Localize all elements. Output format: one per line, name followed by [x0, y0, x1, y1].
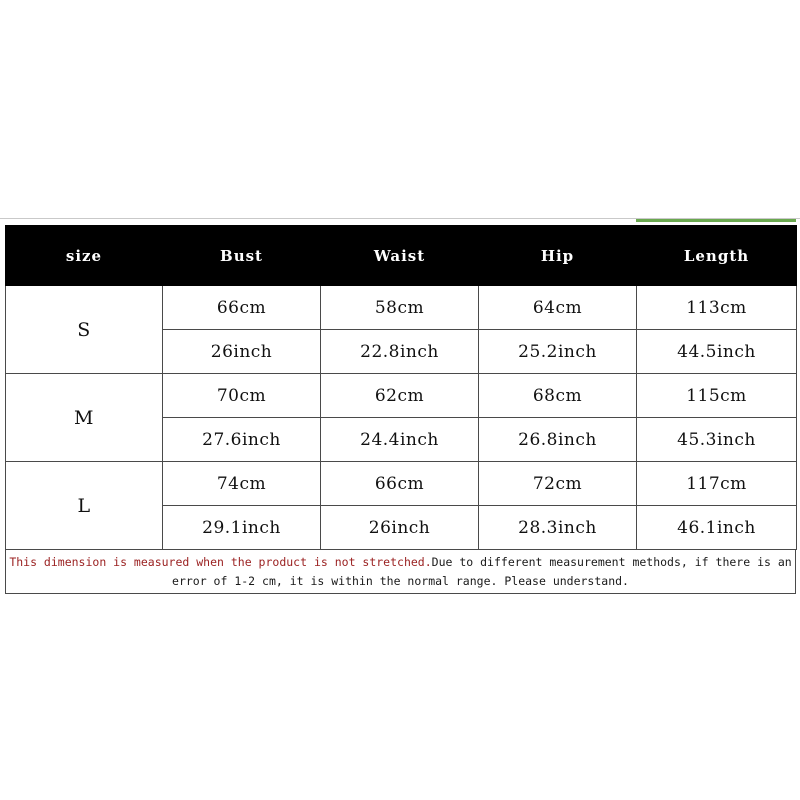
header-size: size: [6, 226, 163, 286]
table-cell: 66cm: [321, 462, 479, 506]
table-cell: 26.8inch: [479, 418, 637, 462]
accent-line: [636, 219, 796, 222]
header-waist: Waist: [321, 226, 479, 286]
size-label-s: S: [6, 286, 163, 374]
note-black-text: Due to different measurement methods, if there is an error of 1-2 cm, it is within the normal range. Please understand.: [172, 555, 792, 588]
table-cell: 72cm: [479, 462, 637, 506]
table-cell: 28.3inch: [479, 506, 637, 550]
table-cell: 74cm: [163, 462, 321, 506]
size-label-l: L: [6, 462, 163, 550]
size-label-m: M: [6, 374, 163, 462]
table-row: [6, 462, 797, 506]
table-cell: 22.8inch: [321, 330, 479, 374]
size-chart: [5, 225, 796, 594]
note-red-text: This dimension is measured when the product is not stretched.: [9, 555, 432, 569]
table-row: [6, 286, 797, 330]
table-cell: 64cm: [479, 286, 637, 330]
header-row: [6, 226, 797, 286]
table-cell: 29.1inch: [163, 506, 321, 550]
table-cell: 24.4inch: [321, 418, 479, 462]
table-cell: 46.1inch: [637, 506, 797, 550]
table-cell: 117cm: [637, 462, 797, 506]
header-length: Length: [637, 226, 797, 286]
table-cell: 44.5inch: [637, 330, 797, 374]
table-cell: 115cm: [637, 374, 797, 418]
size-table: [5, 225, 797, 550]
table-row: [6, 374, 797, 418]
table-cell: 26inch: [321, 506, 479, 550]
table-cell: 70cm: [163, 374, 321, 418]
table-cell: 66cm: [163, 286, 321, 330]
table-cell: 45.3inch: [637, 418, 797, 462]
table-cell: 26inch: [163, 330, 321, 374]
header-hip: Hip: [479, 226, 637, 286]
header-bust: Bust: [163, 226, 321, 286]
table-cell: 27.6inch: [163, 418, 321, 462]
table-cell: 25.2inch: [479, 330, 637, 374]
table-cell: 62cm: [321, 374, 479, 418]
table-cell: 113cm: [637, 286, 797, 330]
measurement-note: [5, 550, 796, 594]
table-cell: 68cm: [479, 374, 637, 418]
table-cell: 58cm: [321, 286, 479, 330]
